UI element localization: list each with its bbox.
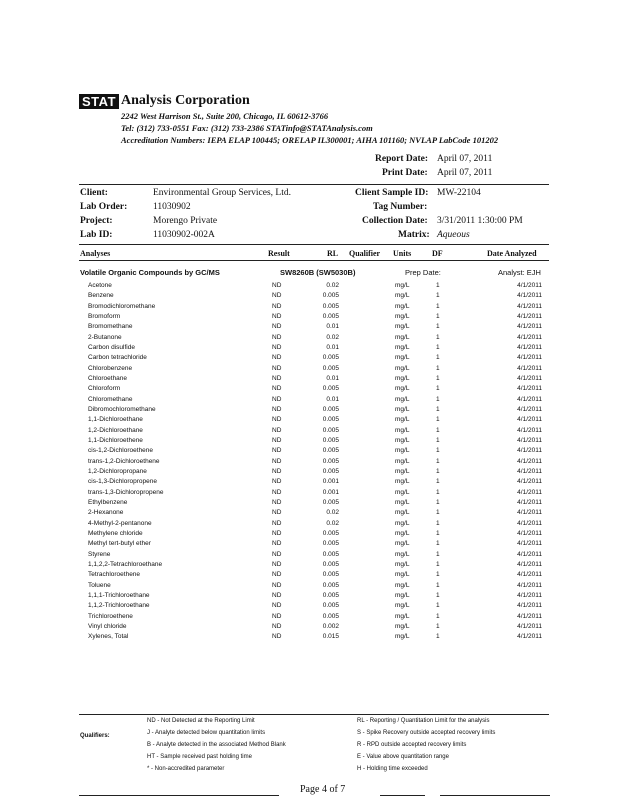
date-analyzed-value: 4/1/2011 [517,282,542,289]
df-value: 1 [436,519,440,527]
rl-value: 0.005 [322,612,339,620]
date-analyzed-value: 4/1/2011 [517,633,542,641]
table-row [0,365,642,375]
project-value: Morengo Private [153,216,218,226]
date-analyzed-value: 4/1/2011 [517,529,542,537]
table-row [0,427,642,437]
result-value: ND [272,426,282,434]
result-value: ND [272,571,282,579]
table-row [0,623,642,633]
column-divider [79,260,549,261]
analyte-name: 1,1,2-Trichloroethane [88,602,150,610]
qualifier-star: * - Non-accredited parameter [147,766,225,772]
client-sample-id-value: MW-22104 [437,188,481,198]
rl-value: 0.005 [322,591,339,599]
units-value: mg/L [395,333,410,341]
date-analyzed-value: 4/1/2011 [517,622,542,630]
rl-value: 0.005 [322,354,339,362]
table-row [0,406,642,416]
date-analyzed-value: 4/1/2011 [517,560,542,568]
result-value: ND [272,529,282,537]
units-value: mg/L [395,323,410,331]
qualifier-e: E - Value above quantitation range [357,754,449,760]
df-value: 1 [436,488,440,496]
analyte-name: Toluene [88,581,111,589]
units-value: mg/L [395,312,410,320]
table-row [0,551,642,561]
df-value: 1 [436,426,440,434]
analyte-name: Acetone [88,282,112,289]
rl-value: 0.005 [322,302,339,310]
analyte-name: 1,1-Dichloroethene [88,436,143,444]
rl-value: 0.02 [326,519,339,527]
matrix-label: Matrix: [398,230,430,240]
qualifier-j: J - Analyte detected below quantitation limits [147,730,266,736]
qualifier-rl: RL - Reporting / Quantitation Limit for the analysis [357,718,490,724]
table-row [0,468,642,478]
df-value: 1 [436,498,440,506]
analyte-name: trans-1,3-Dichloropropene [88,488,164,496]
result-value: ND [272,312,282,320]
df-value: 1 [436,343,440,351]
df-value: 1 [436,622,440,630]
result-value: ND [272,612,282,620]
result-value: ND [272,478,282,486]
units-value: mg/L [395,529,410,537]
df-value: 1 [436,478,440,486]
units-value: mg/L [395,447,410,455]
date-analyzed-value: 4/1/2011 [517,374,542,382]
col-date-analyzed: Date Analyzed [487,249,537,258]
rl-value: 0.005 [322,581,339,589]
table-row [0,530,642,540]
result-value: ND [272,509,282,517]
units-value: mg/L [395,633,410,641]
date-analyzed-value: 4/1/2011 [517,323,542,331]
df-value: 1 [436,612,440,620]
result-value: ND [272,405,282,413]
col-rl: RL [327,249,339,258]
date-analyzed-value: 4/1/2011 [517,385,542,393]
date-analyzed-value: 4/1/2011 [517,436,542,444]
date-analyzed-value: 4/1/2011 [517,426,542,434]
date-analyzed-value: 4/1/2011 [517,612,542,620]
result-value: ND [272,436,282,444]
result-value: ND [272,354,282,362]
rl-value: 0.002 [322,622,339,630]
result-value: ND [272,395,282,403]
result-value: ND [272,457,282,465]
rl-value: 0.005 [322,529,339,537]
lab-id-label: Lab ID: [80,230,113,240]
df-value: 1 [436,633,440,641]
rl-value: 0.005 [322,405,339,413]
analyte-name: Xylenes, Total [88,633,129,641]
table-row [0,292,642,302]
table-row [0,344,642,354]
result-value: ND [272,343,282,351]
analyte-name: cis-1,3-Dichloropropene [88,478,158,486]
units-value: mg/L [395,540,410,548]
client-value: Environmental Group Services, Ltd. [153,188,291,198]
print-date-value: April 07, 2011 [437,168,493,178]
table-row [0,375,642,385]
table-row [0,633,642,643]
result-value: ND [272,364,282,372]
df-value: 1 [436,467,440,475]
df-value: 1 [436,302,440,310]
df-value: 1 [436,385,440,393]
report-date-value: April 07, 2011 [437,154,493,164]
accreditation-numbers: Accreditation Numbers: IEPA ELAP 100445; ORELAP IL300001; AIHA 101160; NVLAP LabCode 101202 [121,135,499,145]
units-value: mg/L [395,550,410,558]
table-row [0,489,642,499]
page-rule-right [440,795,550,796]
units-value: mg/L [395,581,410,589]
units-value: mg/L [395,591,410,599]
result-value: ND [272,323,282,331]
analyte-name: Chloroethane [88,374,128,382]
df-value: 1 [436,540,440,548]
date-analyzed-value: 4/1/2011 [517,591,542,599]
date-analyzed-value: 4/1/2011 [517,488,542,496]
df-value: 1 [436,571,440,579]
df-value: 1 [436,374,440,382]
result-value: ND [272,282,282,289]
table-row [0,499,642,509]
df-value: 1 [436,282,440,289]
df-value: 1 [436,436,440,444]
rl-value: 0.001 [322,478,339,486]
result-value: ND [272,385,282,393]
page-number: Page 4 of 7 [300,784,346,795]
table-row [0,303,642,313]
units-value: mg/L [395,426,410,434]
qualifiers-label: Qualifiers: [80,733,110,739]
rl-value: 0.005 [322,426,339,434]
analyte-name: 2-Butanone [88,333,122,341]
result-value: ND [272,498,282,506]
analyte-name: Vinyl chloride [88,622,127,630]
units-value: mg/L [395,374,410,382]
rl-value: 0.005 [322,447,339,455]
units-value: mg/L [395,498,410,506]
rl-value: 0.005 [322,385,339,393]
result-value: ND [272,581,282,589]
print-date-label: Print Date: [382,168,428,178]
table-row [0,478,642,488]
date-analyzed-value: 4/1/2011 [517,602,542,610]
table-row [0,613,642,623]
units-value: mg/L [395,292,410,300]
units-value: mg/L [395,302,410,310]
client-label: Client: [80,188,108,198]
rl-value: 0.005 [322,540,339,548]
df-value: 1 [436,560,440,568]
result-value: ND [272,292,282,300]
units-value: mg/L [395,519,410,527]
analyte-name: Bromodichloromethane [88,302,156,310]
table-row [0,354,642,364]
table-row [0,509,642,519]
project-label: Project: [80,216,113,226]
df-value: 1 [436,333,440,341]
date-analyzed-value: 4/1/2011 [517,292,542,300]
col-units: Units [393,249,412,258]
analyte-name: Benzene [88,292,114,300]
rl-value: 0.005 [322,416,339,424]
analyte-name: Chloromethane [88,395,133,403]
table-row [0,313,642,323]
date-analyzed-value: 4/1/2011 [517,457,542,465]
analyte-name: Chloroform [88,385,121,393]
header-divider [79,184,549,185]
analyte-name: Bromoform [88,312,121,320]
units-value: mg/L [395,478,410,486]
method-codes: SW8260B (SW5030B) [280,268,356,277]
df-value: 1 [436,364,440,372]
analyte-name: Trichloroethene [88,612,133,620]
units-value: mg/L [395,385,410,393]
rl-value: 0.02 [326,333,339,341]
company-phone: Tel: (312) 733-0551 Fax: (312) 733-2386 STATinfo@STATAnalysis.com [121,123,373,133]
report-date-label: Report Date: [375,154,429,164]
result-value: ND [272,333,282,341]
analyte-name: Tetrachloroethene [88,571,141,579]
page-rule-mid [380,795,425,796]
date-analyzed-value: 4/1/2011 [517,467,542,475]
rl-value: 0.02 [326,282,339,289]
date-analyzed-value: 4/1/2011 [517,343,542,351]
analyte-name: Chlorobenzene [88,364,133,372]
date-analyzed-value: 4/1/2011 [517,447,542,455]
result-value: ND [272,560,282,568]
df-value: 1 [436,457,440,465]
analyst: Analyst: EJH [498,268,541,277]
df-value: 1 [436,447,440,455]
rl-value: 0.005 [322,560,339,568]
analyte-name: 1,2-Dichloropropane [88,467,147,475]
date-analyzed-value: 4/1/2011 [517,416,542,424]
table-row [0,437,642,447]
units-value: mg/L [395,282,410,289]
result-value: ND [272,467,282,475]
table-row [0,540,642,550]
stat-logo: STAT [79,94,119,109]
info-divider [79,244,549,245]
footer-divider [79,714,549,715]
date-analyzed-value: 4/1/2011 [517,571,542,579]
date-analyzed-value: 4/1/2011 [517,364,542,372]
date-analyzed-value: 4/1/2011 [517,509,542,517]
units-value: mg/L [395,467,410,475]
df-value: 1 [436,354,440,362]
rl-value: 0.005 [322,602,339,610]
table-row [0,396,642,406]
tag-number-label: Tag Number: [373,202,428,212]
units-value: mg/L [395,395,410,403]
units-value: mg/L [395,457,410,465]
date-analyzed-value: 4/1/2011 [517,540,542,548]
date-analyzed-value: 4/1/2011 [517,302,542,310]
table-row [0,602,642,612]
result-value: ND [272,591,282,599]
analyte-name: trans-1,2-Dichloroethene [88,457,160,465]
rl-value: 0.01 [326,323,339,331]
analyte-name: 1,2-Dichloroethane [88,426,143,434]
table-row [0,582,642,592]
result-value: ND [272,302,282,310]
result-value: ND [272,550,282,558]
prep-date-label: Prep Date: [405,268,441,277]
units-value: mg/L [395,343,410,351]
qualifier-s: S - Spike Recovery outside accepted recovery limits [357,730,496,736]
analyte-name: Methyl tert-butyl ether [88,540,151,548]
date-analyzed-value: 4/1/2011 [517,519,542,527]
result-value: ND [272,519,282,527]
qualifier-nd: ND - Not Detected at the Reporting Limit [147,718,255,724]
analyte-name: Dibromochloromethane [88,405,156,413]
qualifier-h: H - Holding time exceeded [357,766,428,772]
analyte-name: Methylene chloride [88,529,143,537]
analyte-name: Carbon tetrachloride [88,354,147,362]
analyte-name: Ethylbenzene [88,498,128,506]
collection-date-label: Collection Date: [362,216,428,226]
table-row [0,385,642,395]
df-value: 1 [436,312,440,320]
units-value: mg/L [395,612,410,620]
result-value: ND [272,633,282,641]
analyte-name: Bromomethane [88,323,133,331]
rl-value: 0.005 [322,364,339,372]
matrix-value: Aqueous [437,230,470,240]
result-value: ND [272,622,282,630]
date-analyzed-value: 4/1/2011 [517,354,542,362]
units-value: mg/L [395,622,410,630]
table-row [0,592,642,602]
df-value: 1 [436,395,440,403]
analyte-name: Carbon disulfide [88,343,135,351]
df-value: 1 [436,550,440,558]
method-name: Volatile Organic Compounds by GC/MS [80,268,220,277]
rl-value: 0.005 [322,550,339,558]
date-analyzed-value: 4/1/2011 [517,312,542,320]
col-qualifier: Qualifier [349,249,381,258]
date-analyzed-value: 4/1/2011 [517,333,542,341]
table-row [0,323,642,333]
col-df: DF [432,249,443,258]
df-value: 1 [436,529,440,537]
rl-value: 0.01 [326,374,339,382]
analyte-name: 1,1,2,2-Tetrachloroethane [88,560,163,568]
table-row [0,447,642,457]
result-value: ND [272,488,282,496]
qualifier-b: B - Analyte detected in the associated Method Blank [147,742,286,748]
rl-value: 0.02 [326,509,339,517]
units-value: mg/L [395,436,410,444]
units-value: mg/L [395,354,410,362]
table-row [0,458,642,468]
df-value: 1 [436,581,440,589]
analyte-name: cis-1,2-Dichloroethene [88,447,154,455]
units-value: mg/L [395,560,410,568]
analyte-name: 1,1,1-Trichloroethane [88,591,150,599]
rl-value: 0.005 [322,457,339,465]
qualifier-ht: HT - Sample received past holding time [147,754,252,760]
analyte-name: Styrene [88,550,111,558]
date-analyzed-value: 4/1/2011 [517,581,542,589]
analyte-name: 2-Hexanone [88,509,124,517]
df-value: 1 [436,591,440,599]
table-row [0,520,642,530]
units-value: mg/L [395,602,410,610]
df-value: 1 [436,292,440,300]
rl-value: 0.005 [322,571,339,579]
rl-value: 0.015 [322,633,339,641]
units-value: mg/L [395,509,410,517]
page-rule-left [79,795,279,796]
date-analyzed-value: 4/1/2011 [517,478,542,486]
df-value: 1 [436,602,440,610]
df-value: 1 [436,323,440,331]
client-sample-id-label: Client Sample ID: [355,188,429,198]
units-value: mg/L [395,364,410,372]
date-analyzed-value: 4/1/2011 [517,498,542,506]
col-analyses: Analyses [80,249,111,258]
rl-value: 0.005 [322,498,339,506]
lab-order-value: 11030902 [153,202,191,212]
qualifier-r: R - RPD outside accepted recovery limits [357,742,467,748]
df-value: 1 [436,405,440,413]
result-value: ND [272,447,282,455]
rl-value: 0.005 [322,436,339,444]
rl-value: 0.005 [322,312,339,320]
units-value: mg/L [395,405,410,413]
lab-id-value: 11030902-002A [153,230,215,240]
analyte-name: 1,1-Dichloroethane [88,416,143,424]
table-row [0,571,642,581]
result-value: ND [272,540,282,548]
date-analyzed-value: 4/1/2011 [517,405,542,413]
units-value: mg/L [395,416,410,424]
table-row [0,416,642,426]
date-analyzed-value: 4/1/2011 [517,395,542,403]
company-address: 2242 West Harrison St., Suite 200, Chicago, IL 60612-3766 [121,111,329,121]
date-analyzed-value: 4/1/2011 [517,550,542,558]
rl-value: 0.005 [322,467,339,475]
collection-date-value: 3/31/2011 1:30:00 PM [437,216,523,226]
units-value: mg/L [395,571,410,579]
col-result: Result [268,249,290,258]
df-value: 1 [436,416,440,424]
company-name: Analysis Corporation [121,93,250,108]
table-row [0,282,642,292]
rl-value: 0.01 [326,343,339,351]
df-value: 1 [436,509,440,517]
result-value: ND [272,416,282,424]
table-row [0,561,642,571]
result-value: ND [272,374,282,382]
units-value: mg/L [395,488,410,496]
table-row [0,334,642,344]
lab-order-label: Lab Order: [80,202,128,212]
analyte-name: 4-Methyl-2-pentanone [88,519,152,527]
result-value: ND [272,602,282,610]
rl-value: 0.001 [322,488,339,496]
rl-value: 0.01 [326,395,339,403]
rl-value: 0.005 [322,292,339,300]
